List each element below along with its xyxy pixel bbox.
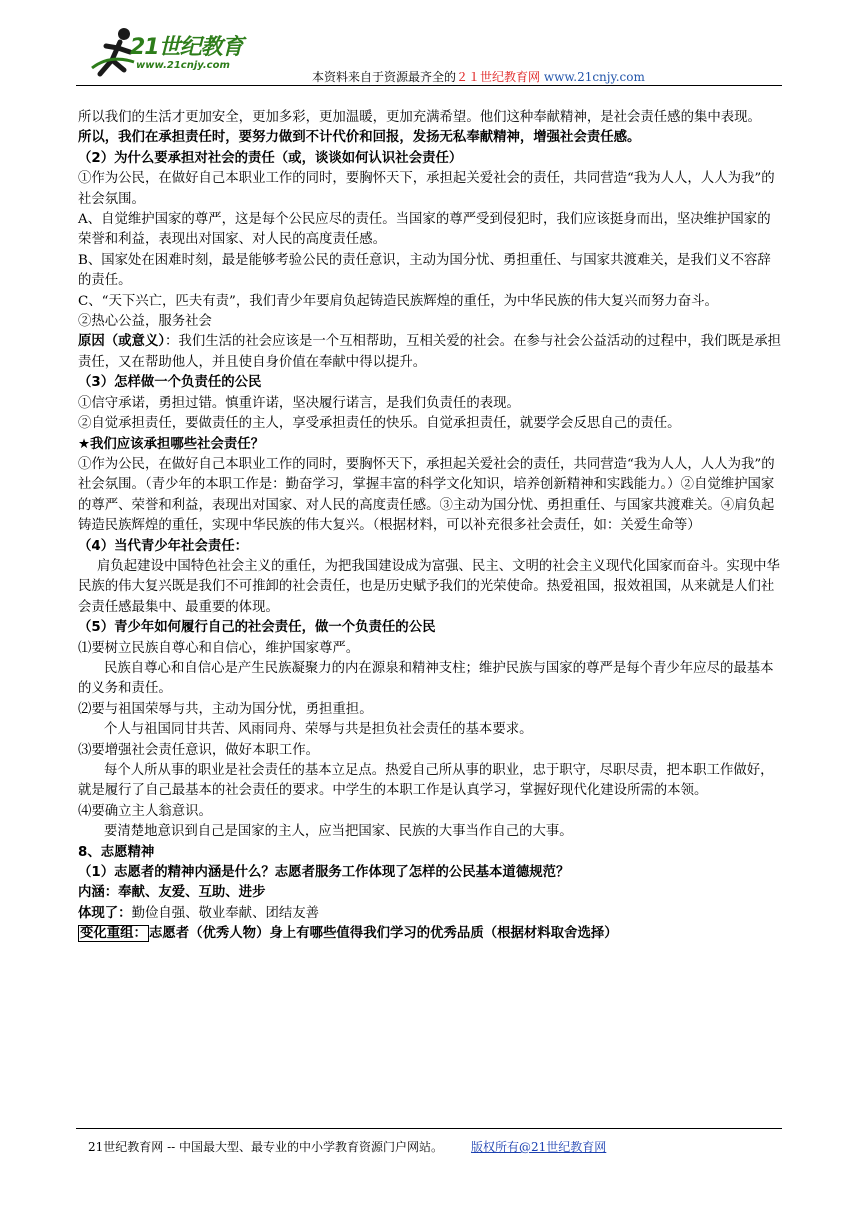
paragraph: B、国家处在困难时刻，最是能够考验公民的责任意识，主动为国分忧、勇担重任、与国家共渡难关，是我们义不容辞的责任。 [78,252,771,289]
section-heading: 8、志愿精神 [78,844,155,860]
paragraph: 每个人所从事的职业是社会责任的基本立足点。热爱自己所从事的职业，忠于职守，尽职尽责，把本职工作做好，就是履行了自己最基本的社会责任的要求。中学生的本职工作是认真学习，掌握好现代化建设所需的本领。 [78,763,774,799]
list-item: ⑶要增强社会责任意识，做好本职工作。 [78,742,320,758]
logo-text: 21世纪教育 [130,35,243,60]
section-heading: （3）怎样做一个负责任的公民 [78,375,262,391]
logo-url: www.21cnjy.com [136,60,230,71]
section-heading: （1）志愿者的精神内涵是什么？志愿者服务工作体现了怎样的公民基本道德规范？ [78,865,570,881]
paragraph: 民族自尊心和自信心是产生民族凝聚力的内在源泉和精神支柱；维护民族与国家的尊严是每个青少年应尽的最基本的义务和责任。 [78,660,774,697]
bold-paragraph: 内涵：奉献、友爱、互助、进步 [78,885,266,901]
section-heading: （2）为什么要承担对社会的责任（或，谈谈如何认识社会责任） [78,150,463,166]
copyright-link[interactable]: 版权所有@21世纪教育网 [471,1140,607,1154]
section-heading: ★我们应该承担哪些社会责任？ [78,436,265,452]
paragraph [78,904,782,924]
list-item: ⑷要确立主人翁意识。 [78,803,212,819]
document-body [78,108,782,945]
header-note-prefix: 本资料来自于资源最齐全的 [312,70,457,84]
bold-paragraph: 所以，我们在承担责任时，要努力做到不计代价和回报，发扬无私奉献精神，增强社会责任感。 [78,130,641,146]
boxed-label: 变化重组： [80,926,147,942]
page-header [76,24,782,86]
header-divider [76,85,782,86]
paragraph [78,332,782,373]
paragraph: C、“天下兴亡，匹夫有责”，我们青少年要肩负起铸造民族辉煌的重任，为中华民族的伟大复兴而努力奋斗。 [78,293,718,309]
paragraph: 个人与祖国同甘共苦、风雨同舟、荣辱与共是担负社会责任的基本要求。 [104,722,533,738]
page-footer [88,1138,606,1155]
paragraph: A、自觉维护国家的尊严，这是每个公民应尽的责任。当国家的尊严受到侵犯时，我们应该挺身而出，坚决维护国家的荣誉和利益，表现出对国家、对人民的高度责任感。 [78,212,771,248]
paragraph: ②热心公益，服务社会 [78,314,212,330]
header-url-link[interactable]: www.21cnjy.com [543,70,645,84]
paragraph: ②自觉承担责任，要做责任的主人，享受承担责任的快乐。自觉承担责任，就要学会反思自己的责任。 [78,416,681,432]
header-note [312,68,645,85]
paragraph: ①作为公民，在做好自己本职业工作的同时，要胸怀天下，承担起关爱社会的责任，共同营造“我为人人，人人为我”的社会氛围。（青少年的本职工作是：勤奋学习，掌握丰富的科学文化知识，培养创新精神和实践能力。）②自觉维护国家的尊严、荣誉和利益，表现出对国家、对人民的高度责任感。③主动为国分忧、勇担重任、与国家共渡难关。④肩负起铸造民族辉煌的重任，实现中华民族的伟大复兴。（根据材料，可以补充很多社会责任，如：关爱生命等） [78,456,775,534]
embody-text: 勤俭自强、敬业奉献、团结友善 [131,905,320,921]
reason-text: ：我们生活的社会应该是一个互相帮助，互相关爱的社会。在参与社会公益活动的过程中，我们既是承担责任，又在帮助他人，并且使自身价值在奉献中得以提升。 [78,334,782,370]
footer-divider [76,1128,782,1129]
list-item: ⑵要与祖国荣辱与共，主动为国分忧，勇担重担。 [78,701,373,717]
list-item: ⑴要树立民族自尊心和自信心，维护国家尊严。 [78,640,360,656]
paragraph: 所以我们的生活才更加安全，更加多彩，更加温暖，更加充满希望。他们这种奉献精神，是社会责任感的集中表现。 [78,110,761,125]
section-heading: （5）青少年如何履行自己的社会责任，做一个负责任的公民 [78,620,436,636]
paragraph: 要清楚地意识到自己是国家的主人，应当把国家、民族的大事当作自己的大事。 [104,824,573,840]
paragraph: ①作为公民，在做好自己本职业工作的同时，要胸怀天下，承担起关爱社会的责任，共同营造“我为人人，人人为我”的社会氛围。 [78,171,775,207]
section-heading: （4）当代青少年社会责任： [78,538,249,554]
logo [90,24,300,82]
variation-text: 志愿者（优秀人物）身上有哪些值得我们学习的优秀品质（根据材料取舍选择） [148,926,618,942]
bold-paragraph [78,924,782,944]
embody-label: 体现了： [78,905,132,921]
header-site-link[interactable]: ２１世纪教育网 [456,70,541,84]
reason-label: 原因（或意义） [78,334,166,350]
paragraph: 肩负起建设中国特色社会主义的重任，为把我国建设成为富强、民主、文明的社会主义现代化国家而奋斗。实现中华民族的伟大复兴既是我们不可推卸的社会责任，也是历史赋予我们的光荣使命。热爱祖国，报效祖国，从来就是人们社会责任感最集中、最重要的体现。 [78,558,780,615]
footer-text: 21世纪教育网 -- 中国最大型、最专业的中小学教育资源门户网站。 [88,1140,444,1154]
paragraph: ①信守承诺，勇担过错。慎重许诺，坚决履行诺言，是我们负责任的表现。 [78,395,520,411]
